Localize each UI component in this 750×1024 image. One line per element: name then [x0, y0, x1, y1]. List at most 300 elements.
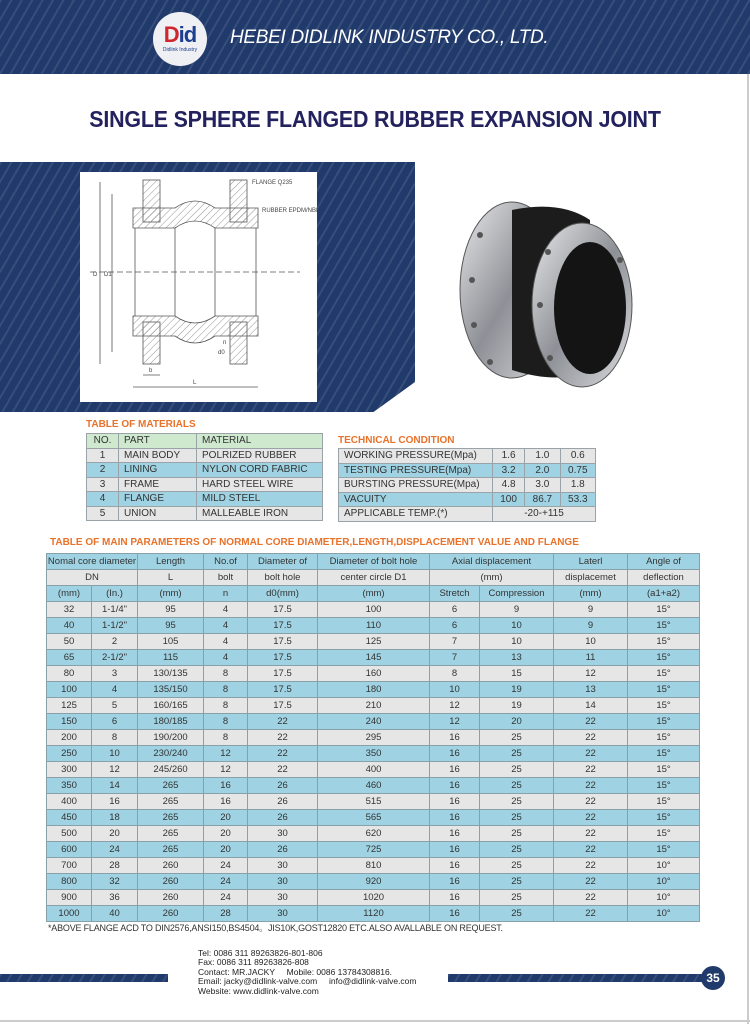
cell: 700: [47, 858, 92, 874]
table-row: [87, 492, 323, 507]
cell: 8: [92, 730, 138, 746]
cell: 24: [204, 858, 248, 874]
cell: UNION: [119, 506, 197, 521]
table-row: [47, 650, 700, 666]
cell: 25: [480, 858, 554, 874]
cell: 32: [47, 602, 92, 618]
table-row: [47, 842, 700, 858]
table-row: [47, 906, 700, 922]
cell: 800: [47, 874, 92, 890]
cell: 100: [493, 492, 525, 507]
header-cell: No.of: [204, 554, 248, 570]
cell: 30: [248, 874, 318, 890]
cell: 15°: [628, 634, 700, 650]
table-row: [87, 463, 323, 478]
cell: 40: [92, 906, 138, 922]
cell: 17.5: [248, 666, 318, 682]
cell: 14: [554, 698, 628, 714]
cell: 1.8: [560, 478, 595, 493]
cell: 25: [480, 842, 554, 858]
header-cell: Stretch: [430, 586, 480, 602]
header-cell: (mm): [47, 586, 92, 602]
cell: 15°: [628, 714, 700, 730]
header-cell: n: [204, 586, 248, 602]
cell: 130/135: [138, 666, 204, 682]
cell: 2-1/2": [92, 650, 138, 666]
footer-bar-right: [448, 974, 710, 982]
cell: 16: [430, 762, 480, 778]
header-cell: deflection: [628, 570, 700, 586]
cell: 8: [204, 698, 248, 714]
table-row: [339, 449, 596, 464]
cell: 13: [480, 650, 554, 666]
cell: 245/260: [138, 762, 204, 778]
cell: 25: [480, 746, 554, 762]
cell: 0.75: [560, 463, 595, 478]
cell: 14: [92, 778, 138, 794]
cell: 30: [248, 858, 318, 874]
cell: 295: [318, 730, 430, 746]
logo-mark-blue: id: [178, 22, 197, 47]
cell: 105: [138, 634, 204, 650]
cell: 17.5: [248, 634, 318, 650]
header-cell: Diameter of bolt hole: [318, 554, 430, 570]
cell: 1120: [318, 906, 430, 922]
cell: 1.6: [493, 449, 525, 464]
cell: 16: [430, 730, 480, 746]
contact-person: Contact: MR.JACKY Mobile: 0086 13784308816.: [198, 966, 393, 977]
cell: 17.5: [248, 618, 318, 634]
cell: 10°: [628, 890, 700, 906]
header-cell: bolt: [204, 570, 248, 586]
cell: 25: [480, 762, 554, 778]
page-title: SINGLE SPHERE FLANGED RUBBER EXPANSION JOINT: [89, 106, 661, 132]
header-part: PART: [119, 434, 197, 449]
cell: 17.5: [248, 698, 318, 714]
cell: 15°: [628, 778, 700, 794]
dim-l: L: [193, 380, 197, 386]
cell: POLRIZED RUBBER: [197, 448, 323, 463]
cell: 1000: [47, 906, 92, 922]
cell: 25: [480, 794, 554, 810]
cell: 22: [248, 746, 318, 762]
cell: 22: [554, 714, 628, 730]
cell: 17.5: [248, 682, 318, 698]
cell: 10: [480, 634, 554, 650]
expansion-joint-image: [450, 180, 650, 395]
cell: 9: [554, 618, 628, 634]
cell: 25: [480, 826, 554, 842]
cell: 6: [92, 714, 138, 730]
cell: 125: [318, 634, 430, 650]
cell: 10°: [628, 874, 700, 890]
cell: 565: [318, 810, 430, 826]
header-cell: Laterl: [554, 554, 628, 570]
cell: TESTING PRESSURE(Mpa): [339, 463, 493, 478]
cell: 25: [480, 778, 554, 794]
cell: 1.0: [525, 449, 560, 464]
page-edge: [747, 74, 749, 1024]
cell: 22: [248, 762, 318, 778]
materials-header-row: [87, 434, 323, 449]
cell: 160/165: [138, 698, 204, 714]
technical-table: [338, 448, 596, 522]
cell: 20: [204, 826, 248, 842]
cell: 40: [47, 618, 92, 634]
table-row: [47, 794, 700, 810]
cell: 15: [480, 666, 554, 682]
cell: 86.7: [525, 492, 560, 507]
table-row: [339, 478, 596, 493]
cell: 620: [318, 826, 430, 842]
cell: VACUITY: [339, 492, 493, 507]
cell: 450: [47, 810, 92, 826]
cell: 50: [47, 634, 92, 650]
cell: 26: [248, 842, 318, 858]
cell: 12: [430, 714, 480, 730]
cell: 3.2: [493, 463, 525, 478]
cell: 20: [480, 714, 554, 730]
cell: 22: [554, 746, 628, 762]
cell: 7: [430, 634, 480, 650]
cell: 4.8: [493, 478, 525, 493]
cell: 110: [318, 618, 430, 634]
cell: 250: [47, 746, 92, 762]
page-number: 35: [701, 966, 725, 990]
temp-label: APPLICABLE TEMP.(*): [339, 507, 493, 522]
cell: 25: [480, 890, 554, 906]
cell: NYLON CORD FABRIC: [197, 463, 323, 478]
cell: 16: [204, 778, 248, 794]
cell: 265: [138, 826, 204, 842]
cell: 210: [318, 698, 430, 714]
contact-fax: Fax: 0086 311 89263826-808: [198, 957, 309, 968]
cell: 16: [430, 890, 480, 906]
cell: 725: [318, 842, 430, 858]
logo-subtitle: Didlink Industry: [162, 47, 198, 53]
cell: 2.0: [525, 463, 560, 478]
cell: 15°: [628, 794, 700, 810]
cell: 22: [554, 794, 628, 810]
cell: FLANGE: [119, 492, 197, 507]
contact-email: Email: jacky@didlink-valve.com info@didlink-valve.com: [198, 976, 417, 987]
cell: 15°: [628, 666, 700, 682]
cell: 11: [554, 650, 628, 666]
cell: 28: [92, 858, 138, 874]
table-row: [47, 682, 700, 698]
page-edge: [0, 1020, 750, 1022]
cell: 2: [87, 463, 119, 478]
cell: 20: [204, 810, 248, 826]
cell: MAIN BODY: [119, 448, 197, 463]
table-row: [47, 810, 700, 826]
contact-website: Website: www.didlink-valve.com: [198, 985, 319, 996]
cell: 22: [554, 810, 628, 826]
header-row-3: [47, 586, 700, 602]
header-banner: [0, 0, 750, 74]
table-row: [47, 826, 700, 842]
cell: 16: [430, 794, 480, 810]
cell: 22: [554, 858, 628, 874]
header-no: NO.: [87, 434, 119, 449]
table-row: [47, 858, 700, 874]
cell: 22: [554, 842, 628, 858]
cell: 22: [554, 890, 628, 906]
cell: 22: [554, 906, 628, 922]
cell: 26: [248, 778, 318, 794]
cell: 30: [248, 826, 318, 842]
cell: 7: [430, 650, 480, 666]
cell: 30: [248, 906, 318, 922]
cell: 10: [480, 618, 554, 634]
header-cell: (mm): [554, 586, 628, 602]
cell: MILD STEEL: [197, 492, 323, 507]
cell: 22: [554, 778, 628, 794]
cell: 24: [204, 890, 248, 906]
cell: 15°: [628, 682, 700, 698]
cell: 53.3: [560, 492, 595, 507]
cell: 190/200: [138, 730, 204, 746]
cell: 16: [204, 794, 248, 810]
cell: 95: [138, 602, 204, 618]
cell: 260: [138, 858, 204, 874]
cell: 260: [138, 890, 204, 906]
cell: 15°: [628, 762, 700, 778]
cell: 260: [138, 906, 204, 922]
table-row: [47, 778, 700, 794]
cell: 230/240: [138, 746, 204, 762]
cell: 8: [204, 714, 248, 730]
table-row: [339, 492, 596, 507]
cell: 18: [92, 810, 138, 826]
header-cell: (mm): [318, 586, 430, 602]
cell: 10: [554, 634, 628, 650]
cell: 4: [204, 602, 248, 618]
joint-cross-section-diagram: [80, 172, 317, 402]
cell: 400: [318, 762, 430, 778]
contact-block: [198, 949, 417, 996]
cell: 8: [430, 666, 480, 682]
cell: 80: [47, 666, 92, 682]
cell: 350: [318, 746, 430, 762]
cell: 26: [248, 794, 318, 810]
header-cell: displacemet: [554, 570, 628, 586]
cell: 10: [92, 746, 138, 762]
cell: 17.5: [248, 650, 318, 666]
cell: 10: [430, 682, 480, 698]
cell: 22: [554, 826, 628, 842]
table-row: [87, 448, 323, 463]
cell: 15°: [628, 810, 700, 826]
cell: 3: [87, 477, 119, 492]
dim-n: n: [223, 340, 227, 346]
cell: MALLEABLE IRON: [197, 506, 323, 521]
cell: 13: [554, 682, 628, 698]
cell: 920: [318, 874, 430, 890]
cell: 1: [87, 448, 119, 463]
cell: 4: [204, 634, 248, 650]
dim-b: b: [149, 368, 153, 374]
cell: 160: [318, 666, 430, 682]
table-row: [47, 618, 700, 634]
cell: 265: [138, 794, 204, 810]
cell: 265: [138, 842, 204, 858]
cell: 16: [430, 842, 480, 858]
cell: 240: [318, 714, 430, 730]
cell: 19: [480, 698, 554, 714]
footnote: *ABOVE FLANGE ACD TO DIN2576,ANSI150,BS4504。JIS10K,GOST12820 ETC.ALSO AVALLABLE ON REQUEST.: [48, 923, 503, 933]
technical-title: TECHNICAL CONDITION: [338, 435, 455, 446]
cell: 9: [554, 602, 628, 618]
cell: 25: [480, 906, 554, 922]
cell: 6: [430, 618, 480, 634]
cell: 16: [430, 746, 480, 762]
cell: 16: [430, 810, 480, 826]
contact-tel: Tel: 0086 311 89263826-801-806: [198, 948, 323, 958]
table-row: [47, 698, 700, 714]
technical-drawing: [80, 172, 317, 402]
table-row: [47, 746, 700, 762]
cell: 3: [92, 666, 138, 682]
cell: 16: [430, 826, 480, 842]
label-flange: FLANGE Q235: [252, 180, 293, 186]
header-cell: (In.): [92, 586, 138, 602]
cell: 15°: [628, 826, 700, 842]
cell: 25: [480, 810, 554, 826]
cell: 265: [138, 778, 204, 794]
header-cell: Nomal core diameter: [47, 554, 138, 570]
table-row: [339, 507, 596, 522]
cell: 16: [430, 858, 480, 874]
cell: 265: [138, 810, 204, 826]
cell: 15°: [628, 698, 700, 714]
dim-d1: D1: [104, 272, 112, 278]
company-logo: [153, 12, 207, 66]
cell: 12: [430, 698, 480, 714]
cell: 600: [47, 842, 92, 858]
header-cell: Angle of: [628, 554, 700, 570]
cell: 12: [204, 746, 248, 762]
header-cell: center circle D1: [318, 570, 430, 586]
header-cell: bolt hole: [248, 570, 318, 586]
cell: 6: [430, 602, 480, 618]
header-cell: DN: [47, 570, 138, 586]
cell: 16: [430, 778, 480, 794]
header-cell: L: [138, 570, 204, 586]
header-row-2: [47, 570, 700, 586]
cell: 4: [87, 492, 119, 507]
params-title: TABLE OF MAIN PARAMETERS OF NORMAL CORE DIAMETER,LENGTH,DISPLACEMENT VALUE AND FLANGE: [50, 537, 579, 548]
cell: 12: [92, 762, 138, 778]
company-name: HEBEI DIDLINK INDUSTRY CO., LTD.: [230, 27, 549, 48]
header-cell: Length: [138, 554, 204, 570]
cell: 15°: [628, 746, 700, 762]
cell: 400: [47, 794, 92, 810]
cell: 500: [47, 826, 92, 842]
cell: HARD STEEL WIRE: [197, 477, 323, 492]
cell: 36: [92, 890, 138, 906]
header-material: MATERIAL: [197, 434, 323, 449]
table-row: [339, 463, 596, 478]
header-cell: (a1+a2): [628, 586, 700, 602]
cell: 5: [92, 698, 138, 714]
materials-table: [86, 433, 323, 521]
cell: 9: [480, 602, 554, 618]
cell: 22: [554, 762, 628, 778]
materials-title: TABLE OF MATERIALS: [86, 419, 196, 430]
cell: 15°: [628, 602, 700, 618]
cell: 8: [204, 666, 248, 682]
cell: 180: [318, 682, 430, 698]
cell: 25: [480, 730, 554, 746]
cell: LINING: [119, 463, 197, 478]
table-row: [47, 634, 700, 650]
header-row-1: [47, 554, 700, 570]
cell: 15°: [628, 730, 700, 746]
cell: WORKING PRESSURE(Mpa): [339, 449, 493, 464]
cell: 17.5: [248, 602, 318, 618]
table-row: [47, 666, 700, 682]
cell: 4: [204, 618, 248, 634]
cell: 350: [47, 778, 92, 794]
header-cell: (mm): [138, 586, 204, 602]
cell: 5: [87, 506, 119, 521]
cell: BURSTING PRESSURE(Mpa): [339, 478, 493, 493]
cell: 8: [204, 682, 248, 698]
cell: 145: [318, 650, 430, 666]
cell: 95: [138, 618, 204, 634]
cell: 65: [47, 650, 92, 666]
header-cell: Compression: [480, 586, 554, 602]
table-row: [87, 506, 323, 521]
table-row: [47, 730, 700, 746]
cell: 24: [204, 874, 248, 890]
cell: 260: [138, 874, 204, 890]
cell: 100: [318, 602, 430, 618]
cell: 24: [92, 842, 138, 858]
cell: 515: [318, 794, 430, 810]
temp-value: -20-+115: [493, 507, 596, 522]
cell: 22: [554, 874, 628, 890]
cell: 1-1/2": [92, 618, 138, 634]
dim-d0: d0: [218, 350, 225, 356]
header-cell: Axial displacement: [430, 554, 554, 570]
table-row: [47, 762, 700, 778]
cell: 8: [204, 730, 248, 746]
cell: 1-1/4": [92, 602, 138, 618]
cell: 25: [480, 874, 554, 890]
header-cell: (mm): [430, 570, 554, 586]
cell: 10°: [628, 906, 700, 922]
cell: 900: [47, 890, 92, 906]
cell: 22: [248, 730, 318, 746]
label-rubber: RUBBER EPDM/NBR: [262, 208, 317, 214]
cell: 10°: [628, 858, 700, 874]
cell: FRAME: [119, 477, 197, 492]
cell: 300: [47, 762, 92, 778]
cell: 0.6: [560, 449, 595, 464]
footer-bar-left: [0, 974, 168, 982]
cell: 20: [204, 842, 248, 858]
cell: 125: [47, 698, 92, 714]
cell: 4: [92, 682, 138, 698]
cell: 200: [47, 730, 92, 746]
cell: 22: [554, 730, 628, 746]
table-row: [47, 602, 700, 618]
cell: 15°: [628, 618, 700, 634]
header-cell: d0(mm): [248, 586, 318, 602]
cell: 1020: [318, 890, 430, 906]
